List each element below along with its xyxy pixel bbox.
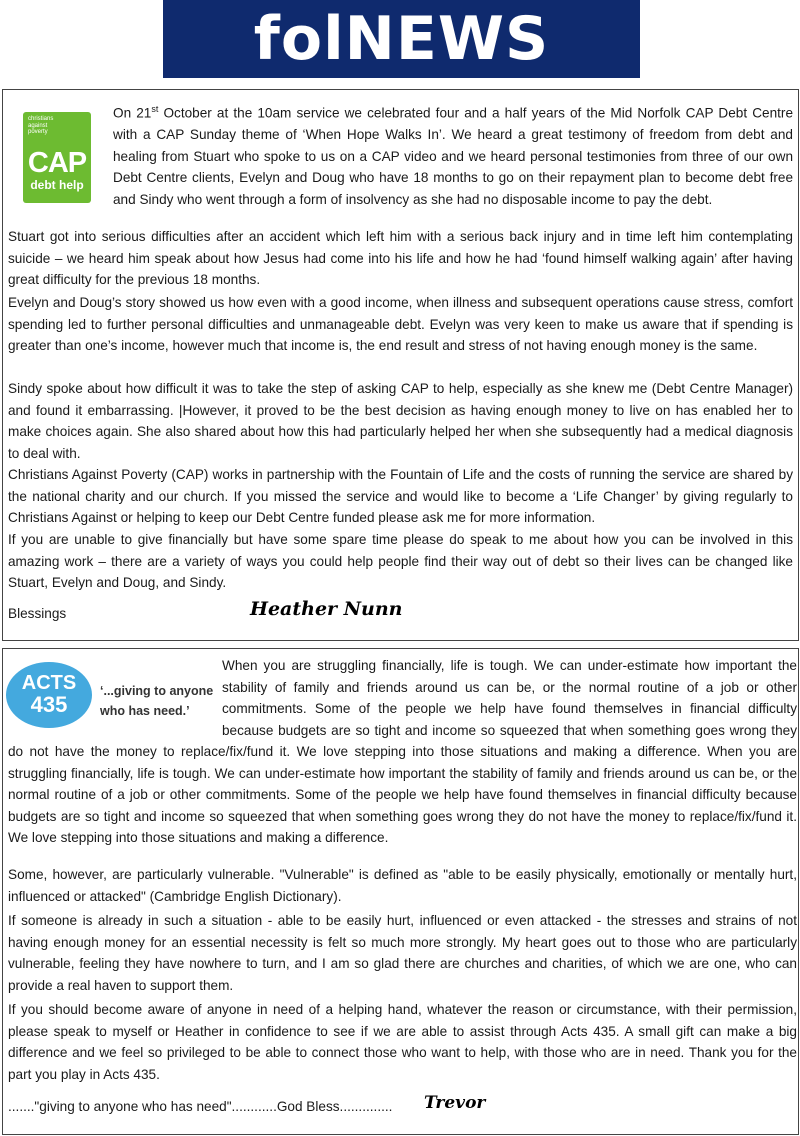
cap-closing: Blessings bbox=[8, 606, 67, 621]
acts435-tagline: ‘...giving to anyone who has need.’ bbox=[100, 684, 214, 718]
logo-float-spacer bbox=[8, 655, 222, 740]
acts435-closing: ......."giving to anyone who has need"............God Bless.............. bbox=[8, 1099, 393, 1114]
intro-superscript: st bbox=[151, 104, 159, 114]
intro-text-start: On 21 bbox=[113, 105, 152, 121]
cap-paragraph-volunteer: If you are unable to give financially but have some spare time please do speak to me about how you can be involved in this amazing work – there are a variety of ways you could help people find their way out of debt so their lives can be changed like Stuart, Evelyn and Doug, and Sindy. bbox=[8, 532, 793, 590]
cap-logo bbox=[23, 112, 91, 203]
masthead-title: folNEWS bbox=[163, 0, 640, 78]
acts435-paragraph-struggling bbox=[8, 655, 797, 849]
acts435-logo-line2: 435 bbox=[30, 692, 68, 717]
signature-heather: Heather Nunn bbox=[250, 598, 403, 620]
cap-logo-big-text: CAP bbox=[27, 147, 87, 179]
intro-text-rest: October at the 10am service we celebrated four and a half years of the Mid Norfolk CAP Debt Centre with a CAP Sunday theme of ‘When Hope Walks In’. We heard a great testimony of freedom from debt and healing from Stuart who spoke to us on a CAP video and we heard personal testimonies from three of our own Debt Centre clients, Evelyn and Doug who have 18 months to go on their repayment plan to become debt free and Sindy who went through a form of insolvency as she had no disposable income to pay the debt. bbox=[113, 105, 793, 207]
cap-paragraph-sindy: Sindy spoke about how difficult it was to take the step of asking CAP to help, especially as she knew me (Debt Centre Manager) and found it embarrassing. |However, it proved to be the best decision as having enough money to live on has enabled her to make choices again. She also shared about how this had particularly helped her when she subsequently had a medical diagnosis to deal with. bbox=[8, 381, 793, 461]
cap-intro-paragraph bbox=[113, 99, 793, 210]
acts435-paragraph-struggling-text: When you are struggling financially, life is tough. We can under-estimate how important the stability of family and friends around us can be, or the normal routine of a job or other commitments. Some of the people we help have found themselves in financial difficulty because budgets are so tight and income so squeezed that when something goes wrong they do not have the money to replace/fix/fund it. We love stepping into those situations and making a difference. When you are struggling financially, life is tough. We can under-estimate how important the stability of family and friends around us can be, or the normal routine of a job or other commitments. Some of the people we help have found themselves in financial difficulty because budgets are so tight and income so squeezed that when something goes wrong they do not have the money to replace/fix/fund it. We love stepping into those situations and making a difference. bbox=[8, 658, 797, 845]
cap-paragraph-stuart: Stuart got into serious difficulties after an accident which left him with a serious back injury and in time left him contemplating suicide – we heard him speak about how Jesus had come into his life and how he had ‘found himself walking again’ after having great difficulty for the previous 18 months. bbox=[8, 229, 793, 287]
acts435-paragraph-helping-hand: If you should become aware of anyone in need of a helping hand, whatever the reason or circumstance, with their permission, please speak to myself or Heather in confidence to see if we are able to assist through Acts 435. A small gift can make a big difference and we feel so privileged to be able to connect those who want to help, with those who are in need. Thank you for the part you play in Acts 435. bbox=[8, 1002, 797, 1082]
acts435-paragraph-vulnerable: Some, however, are particularly vulnerable. "Vulnerable" is defined as "able to be easily physically, emotionally or mentally hurt, influenced or attacked" (Cambridge English Dictionary). bbox=[8, 867, 797, 904]
acts435-logo-line1: ACTS bbox=[21, 672, 77, 694]
cap-paragraph-evelyn-doug: Evelyn and Doug’s story showed us how even with a good income, when illness and subsequent operations cause stress, comfort spending led to further personal difficulties and unmanageable debt. Evelyn was very keen to make us aware that if spending is greater than one’s income, however much that income is, the end result and stress of not having enough money is the same. bbox=[8, 295, 793, 353]
cap-paragraph-partnership: Christians Against Poverty (CAP) works in partnership with the Fountain of Life and the costs of running the service are shared by the national charity and our church. If you missed the service and would like to become a ‘Life Changer’ by giving regularly to Christians Against or helping to keep our Debt Centre funded please ask me for more information. bbox=[8, 467, 793, 525]
acts435-paragraph-situation: If someone is already in such a situation - able to be easily hurt, influenced or even attacked - the stresses and strains of not having enough money for an essential necessity is felt so much more strongly. My heart goes out to those who are particularly vulnerable, feeling they have nowhere to turn, and I am so glad there are churches and charities, of which we are one, who can provide a real haven to support them. bbox=[8, 913, 797, 993]
cap-logo-sub-text: debt help bbox=[30, 178, 84, 192]
cap-logo-small-text: christians against poverty bbox=[28, 116, 54, 135]
signature-trevor: Trevor bbox=[424, 1093, 486, 1113]
